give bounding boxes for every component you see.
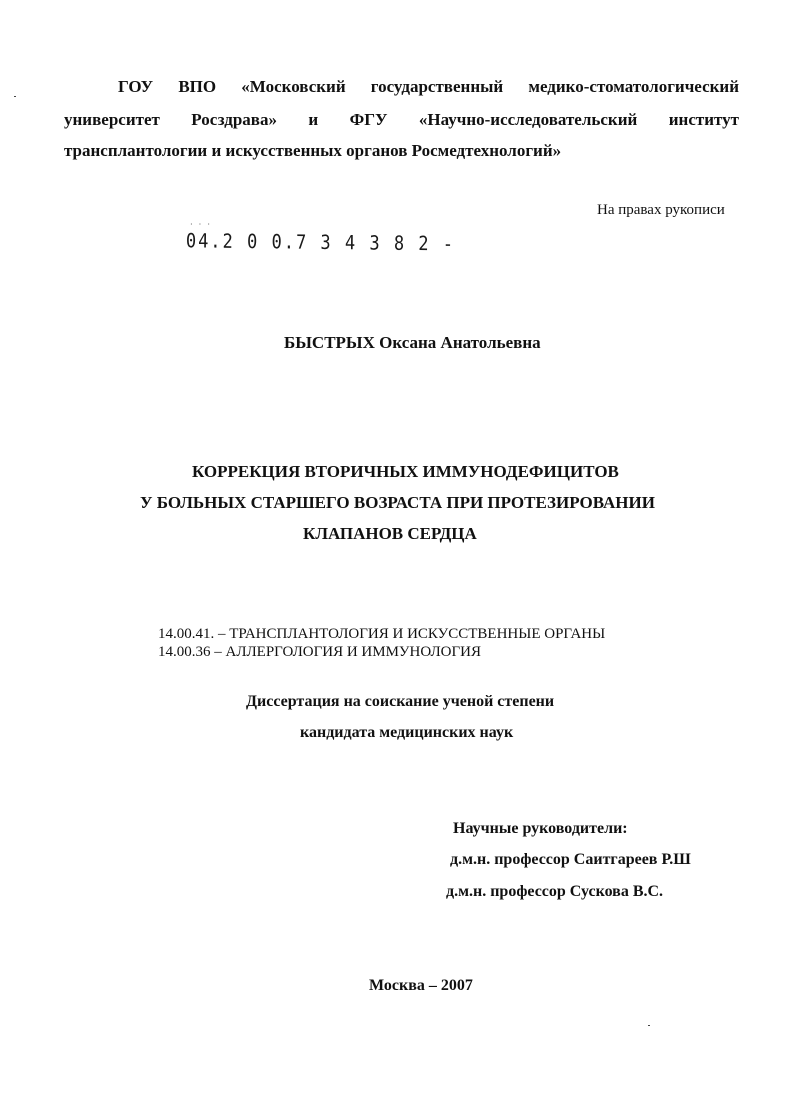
institution-line-1: ГОУ ВПО «Московский государственный медико-стоматологический <box>118 77 739 96</box>
title-line-1: КОРРЕКЦИЯ ВТОРИЧНЫХ ИММУНОДЕФИЦИТОВ <box>192 462 619 481</box>
scan-speck <box>648 1025 650 1026</box>
registry-stamp: 04.2 0 0.7 3 4 3 8 2 - <box>185 230 456 257</box>
dissertation-line-2: кандидата медицинских наук <box>300 724 514 741</box>
dissertation-line-1: Диссертация на соискание ученой степени <box>246 693 555 710</box>
supervisor-1: д.м.н. профессор Саитгареев Р.Ш <box>450 851 691 868</box>
institution-line-3: трансплантологии и искусственных органов Росмедтехнологий» <box>64 141 562 160</box>
supervisor-2: д.м.н. профессор Сускова В.С. <box>446 883 664 900</box>
specialty-code-1: 14.00.41. – ТРАНСПЛАНТОЛОГИЯ И ИСКУССТВЕННЫЕ ОРГАНЫ <box>158 626 606 642</box>
institution-line-2: университет Росздрава» и ФГУ «Научно-исследовательский институт <box>64 110 739 129</box>
scan-speck <box>14 96 16 97</box>
title-line-2: У БОЛЬНЫХ СТАРШЕГО ВОЗРАСТА ПРИ ПРОТЕЗИРОВАНИИ <box>140 493 655 512</box>
author-name: БЫСТРЫХ Оксана Анатольевна <box>284 333 541 352</box>
rights-note: На правах рукописи <box>597 202 725 218</box>
stamp-dots: · · · <box>190 220 212 229</box>
supervisors-heading: Научные руководители: <box>453 820 628 837</box>
place-and-year: Москва – 2007 <box>369 977 473 994</box>
specialty-code-2: 14.00.36 – АЛЛЕРГОЛОГИЯ И ИММУНОЛОГИЯ <box>158 644 481 660</box>
title-line-3: КЛАПАНОВ СЕРДЦА <box>303 524 477 543</box>
